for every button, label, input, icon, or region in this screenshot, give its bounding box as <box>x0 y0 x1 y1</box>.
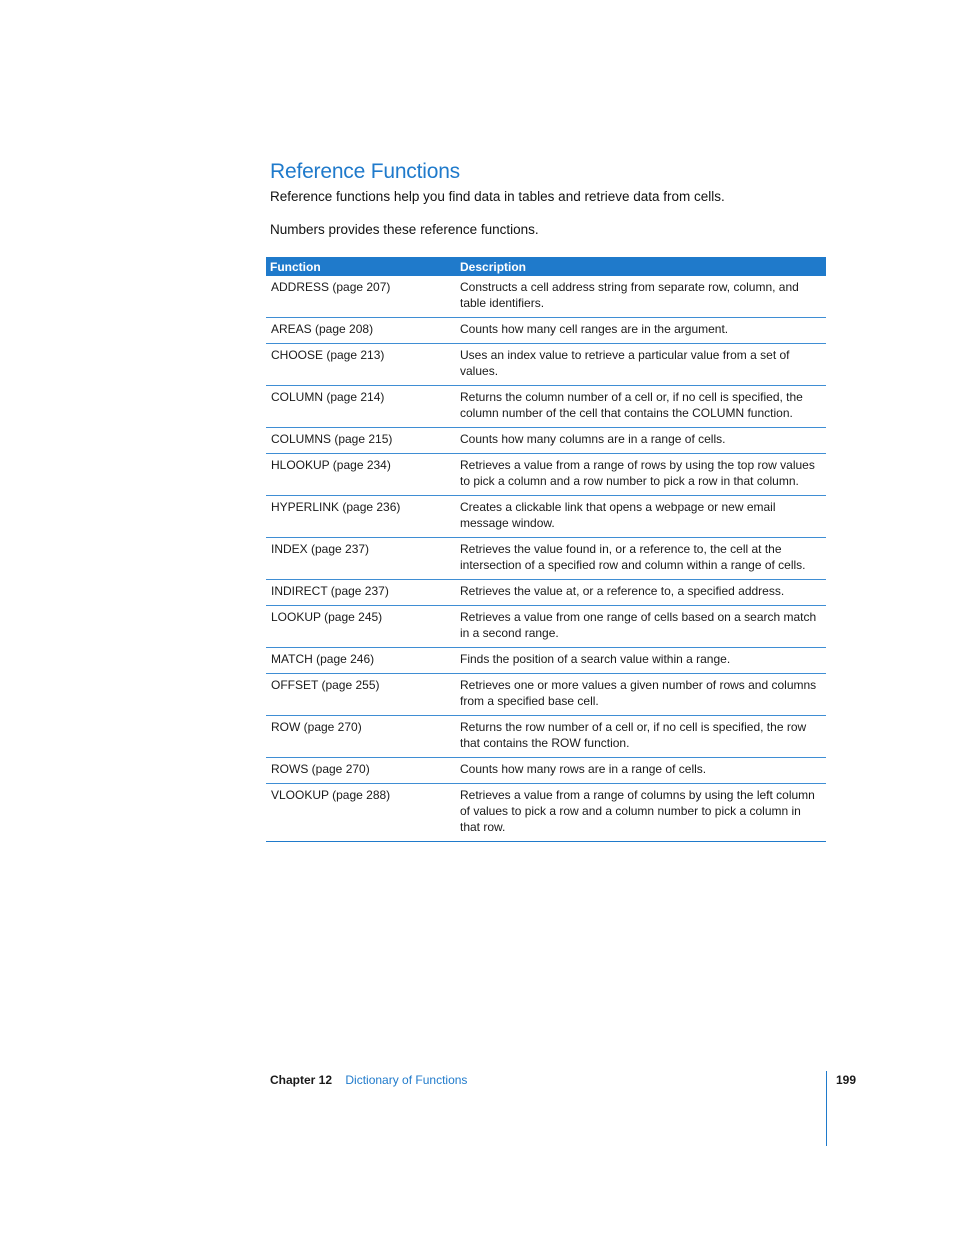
function-link[interactable]: HYPERLINK (page 236) <box>266 496 452 538</box>
table-row <box>266 648 826 674</box>
function-description: Retrieves the value at, or a reference to, a specified address. <box>452 580 826 606</box>
function-description: Returns the column number of a cell or, if no cell is specified, the column number of the cell that contains the COLUMN function. <box>452 386 826 428</box>
intro-paragraph: Reference functions help you find data in tables and retrieve data from cells. <box>270 189 725 204</box>
chapter-label: Chapter 12 <box>270 1073 333 1087</box>
table-row <box>266 716 826 758</box>
column-header-function: Function <box>266 257 452 276</box>
function-description: Returns the row number of a cell or, if no cell is specified, the row that contains the ROW function. <box>452 716 826 758</box>
function-description: Retrieves a value from one range of cells based on a search match in a second range. <box>452 606 826 648</box>
function-description: Retrieves one or more values a given number of rows and columns from a specified base cell. <box>452 674 826 716</box>
function-link[interactable]: COLUMN (page 214) <box>266 386 452 428</box>
function-description: Retrieves the value found in, or a reference to, the cell at the intersection of a specified row and column within a range of cells. <box>452 538 826 580</box>
function-description: Creates a clickable link that opens a webpage or new email message window. <box>452 496 826 538</box>
function-link[interactable]: VLOOKUP (page 288) <box>266 784 452 842</box>
function-link[interactable]: COLUMNS (page 215) <box>266 428 452 454</box>
table-row <box>266 276 826 318</box>
page-title: Reference Functions <box>270 160 460 183</box>
page-number: 199 <box>836 1073 857 1087</box>
function-description: Counts how many columns are in a range of cells. <box>452 428 826 454</box>
table-row <box>266 496 826 538</box>
table-row <box>266 674 826 716</box>
function-description: Finds the position of a search value within a range. <box>452 648 826 674</box>
function-link[interactable]: ROW (page 270) <box>266 716 452 758</box>
table-row <box>266 428 826 454</box>
table-row <box>266 784 826 842</box>
function-description: Constructs a cell address string from separate row, column, and table identifiers. <box>452 276 826 318</box>
column-header-description: Description <box>452 257 826 276</box>
function-link[interactable]: ADDRESS (page 207) <box>266 276 452 318</box>
table-row <box>266 386 826 428</box>
function-link[interactable]: INDEX (page 237) <box>266 538 452 580</box>
function-description: Counts how many rows are in a range of cells. <box>452 758 826 784</box>
function-link[interactable]: ROWS (page 270) <box>266 758 452 784</box>
page-footer <box>270 1073 467 1087</box>
function-link[interactable]: OFFSET (page 255) <box>266 674 452 716</box>
function-description: Counts how many cell ranges are in the argument. <box>452 318 826 344</box>
table-row <box>266 344 826 386</box>
table-header-row <box>266 257 826 276</box>
function-link[interactable]: MATCH (page 246) <box>266 648 452 674</box>
table-row <box>266 580 826 606</box>
function-link[interactable]: HLOOKUP (page 234) <box>266 454 452 496</box>
table-row <box>266 606 826 648</box>
function-description: Retrieves a value from a range of rows by using the top row values to pick a column and a row number to pick a row in that column. <box>452 454 826 496</box>
footer-divider <box>826 1071 827 1146</box>
function-link[interactable]: INDIRECT (page 237) <box>266 580 452 606</box>
intro-note: Numbers provides these reference functions. <box>270 222 539 237</box>
table-row <box>266 538 826 580</box>
table-row <box>266 318 826 344</box>
function-description: Retrieves a value from a range of columns by using the left column of values to pick a row and a column number to pick a column in that row. <box>452 784 826 842</box>
reference-functions-table <box>266 257 826 842</box>
table-row <box>266 454 826 496</box>
function-link[interactable]: LOOKUP (page 245) <box>266 606 452 648</box>
function-link[interactable]: AREAS (page 208) <box>266 318 452 344</box>
function-description: Uses an index value to retrieve a particular value from a set of values. <box>452 344 826 386</box>
table-row <box>266 758 826 784</box>
chapter-name-link[interactable]: Dictionary of Functions <box>345 1073 468 1087</box>
function-link[interactable]: CHOOSE (page 213) <box>266 344 452 386</box>
